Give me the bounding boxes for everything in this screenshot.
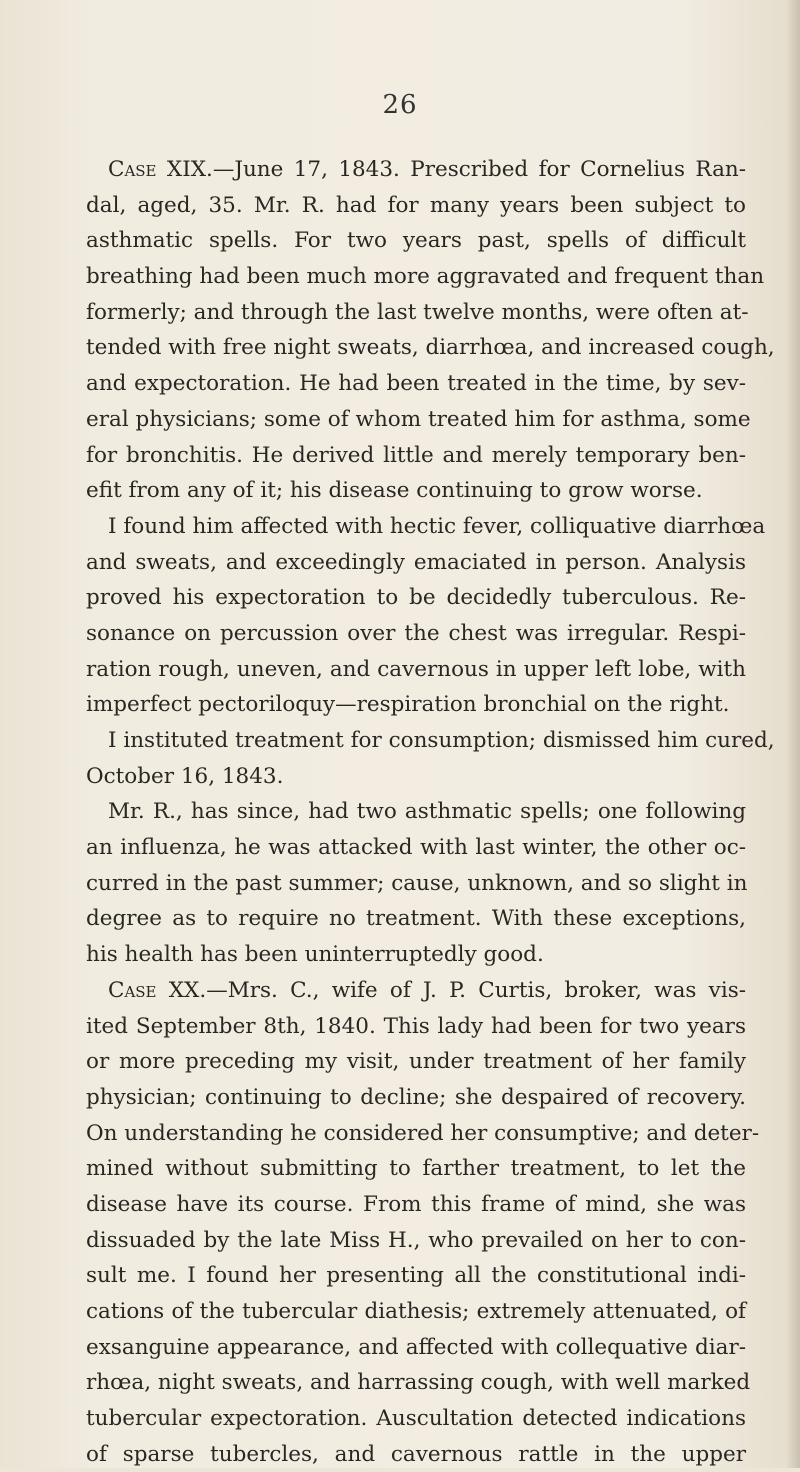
text-line [86,1080,746,1116]
text-segment: disease have its course. From this frame of mind, she was [86,1191,746,1217]
text-line [86,830,746,866]
text-line [86,794,746,830]
text-segment: ration rough, uneven, and cavernous in upper left lobe, with [86,656,746,682]
text-segment: October 16, 1843. [86,763,284,789]
text-line [86,616,746,652]
text-line [86,1330,746,1366]
page-edge-shadow [786,0,800,1468]
text-line [86,1044,746,1080]
text-line [86,1258,746,1294]
text-segment: tended with free night sweats, diarrhœa, and increased cough, [86,335,775,361]
case-heading: Case [108,977,157,1003]
text-line [86,1437,746,1472]
text-segment: exsanguine appearance, and affected with collequative diar- [86,1334,746,1360]
text-segment: rhœa, night sweats, and harrassing cough, with well marked [86,1370,751,1396]
text-line [86,937,746,973]
text-segment: breathing had been much more aggravated and frequent than [86,264,765,290]
text-line [86,652,746,688]
text-segment: sonance on percussion over the chest was irregular. Respi- [86,620,746,646]
text-segment: degree as to require no treatment. With these exceptions, [86,906,746,932]
text-segment: sult me. I found her presenting all the constitutional indi- [86,1263,746,1289]
text-line [86,438,746,474]
text-segment: cations of the tubercular diathesis; extremely attenuated, of [86,1299,746,1324]
text-segment: dissuaded by the late Miss H., who prevailed on her to con- [86,1227,746,1253]
text-line [86,580,746,616]
text-segment: eral physicians; some of whom treated him for asthma, some [86,406,751,432]
text-line [86,509,766,545]
text-line [86,473,746,509]
text-line [86,188,746,224]
text-segment: proved his expectoration to be decidedly tuberculous. Re- [86,585,746,611]
text-segment: XIX.—June 17, 1843. Prescribed for Cornelius Ran- [156,157,746,182]
case-heading: Case [108,157,157,182]
text-segment: his health has been uninterruptedly good. [86,942,544,968]
text-segment: XX.—Mrs. C., wife of J. P. Curtis, broker, was vis- [156,977,746,1003]
text-segment: imperfect pectoriloquy—respiration bronchial on the right. [86,692,730,718]
text-segment: I instituted treatment for consumption; dismissed him cured, [108,728,775,753]
text-segment: and sweats, and exceedingly emaciated in person. Analysis [86,549,746,575]
page-number: 26 [382,90,418,120]
text-segment: Mr. R., has since, had two asthmatic spells; one following [108,799,746,825]
text-line [86,866,746,902]
text-line [86,1009,746,1045]
text-line [86,973,746,1009]
text-segment: ited September 8th, 1840. This lady had been for two years [86,1013,746,1039]
text-line [86,1401,746,1437]
text-segment: dal, aged, 35. Mr. R. had for many years been subject to [86,192,746,218]
body-text [86,152,775,1472]
text-line [86,1187,746,1223]
text-line [86,1223,746,1259]
text-segment: an influenza, he was attacked with last winter, the other oc- [86,835,746,861]
text-line [86,223,746,259]
text-line [86,402,751,438]
text-segment: physician; continuing to decline; she despaired of recovery. [86,1084,746,1110]
text-segment: asthmatic spells. For two years past, spells of difficult [86,228,746,254]
text-line [86,330,775,366]
text-line [86,759,746,795]
text-segment: efit from any of it; his disease continuing to grow worse. [86,478,703,504]
text-line [86,1365,751,1401]
text-line [86,295,749,331]
text-segment: formerly; and through the last twelve months, were often at- [86,299,749,325]
text-line [86,1151,746,1187]
text-segment: or more preceding my visit, under treatment of her family [86,1049,746,1075]
text-line [86,259,765,295]
text-line [86,1294,746,1330]
text-segment: of sparse tubercles, and cavernous rattle in the upper [86,1441,746,1467]
text-line [86,366,746,402]
text-line [86,152,746,188]
text-segment: and expectoration. He had been treated in the time, by sev- [86,371,746,397]
text-segment: On understanding he considered her consumptive; and deter- [86,1120,760,1146]
text-segment: mined without submitting to farther treatment, to let the [86,1156,746,1182]
text-segment: I found him affected with hectic fever, colliquative diarrhœa [108,513,766,539]
text-segment: for bronchitis. He derived little and merely temporary ben- [86,442,746,468]
text-line [86,901,746,937]
text-line [86,723,775,759]
text-line [86,687,746,723]
text-segment: tubercular expectoration. Auscultation detected indications [86,1406,746,1432]
text-segment: curred in the past summer; cause, unknown, and so slight in [86,870,748,896]
text-line [86,1116,760,1152]
text-line [86,545,746,581]
